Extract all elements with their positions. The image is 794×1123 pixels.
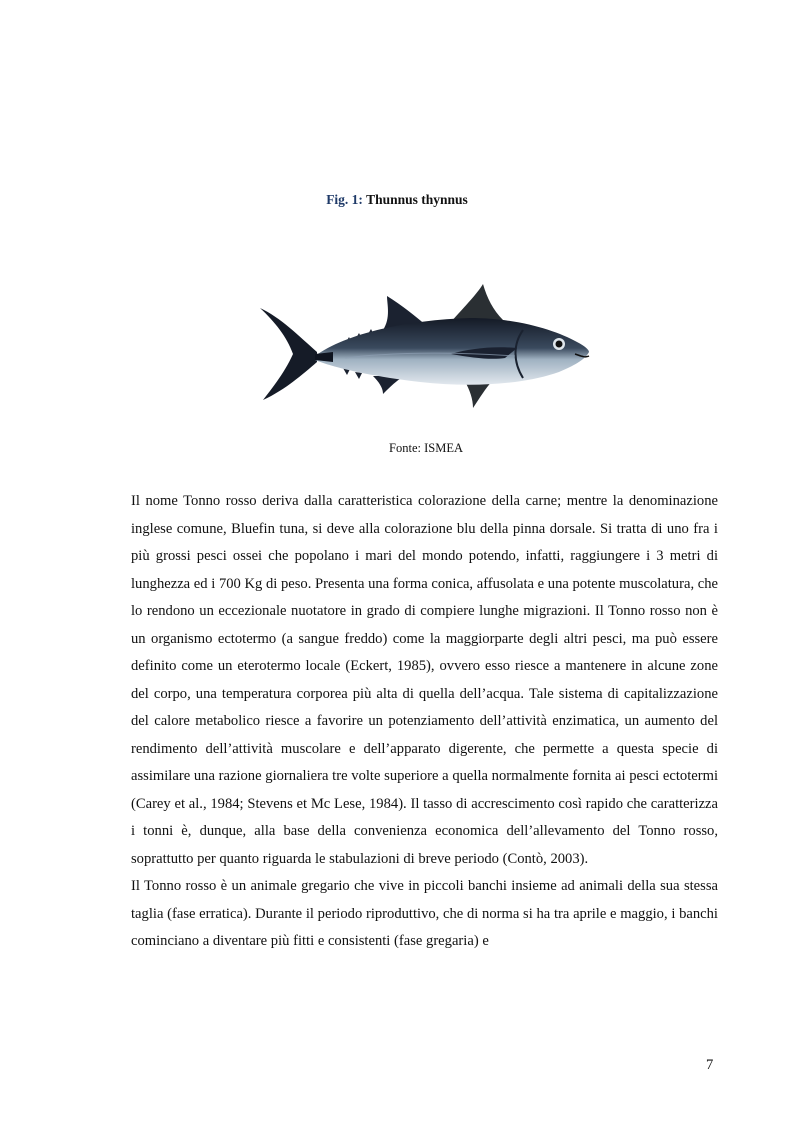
body-text <box>131 488 718 956</box>
figure-number: Fig. 1: <box>326 192 363 207</box>
paragraph: Il Tonno rosso è un animale gregario che vive in piccoli banchi insieme ad animali della sua stessa taglia (fase erratica). Durante il periodo riproduttivo, che di norma si ha tra aprile e maggio, i banchi cominciano a diventare più fitti e consistenti (fase gregaria) e <box>131 878 718 949</box>
tuna-illustration <box>255 282 595 412</box>
page-number: 7 <box>706 1057 714 1073</box>
paragraph: Il nome Tonno rosso deriva dalla caratteristica colorazione della carne; mentre la denominazione inglese comune, Bluefin tuna, si deve alla colorazione blu della pinna dorsale. Si tratta di uno fra i più grossi pesci ossei che popolano i mari del mondo potendo, infatti, raggiungere i 3 metri di lunghezza ed i 700 Kg di peso. Presenta una forma conica, affusolata e una potente muscolatura, che lo rendono un eccezionale nuotatore in grado di compiere lunghe migrazioni. Il Tonno rosso non è un organismo ectotermo (a sangue freddo) come la maggiorparte degli altri pesci, ma può essere definito come un eterotermo locale (Eckert, 1985), ovvero esso riesce a mantenere in alcune zone del corpo, una temperatura corporea più alta di quella dell’acqua. Tale sistema di capitalizzazione del calore metabolico riesce a favorire un potenziamento dell’attività enzimatica, un aumento del rendimento dell’attività muscolare e dell’apparato digerente, che permette a questa specie di assimilare una razione giornaliera tre volte superiore a quella normalmente fornita ai pesci ectotermi (Carey et al., 1984; Stevens et Mc Lese, 1984). Il tasso di accrescimento così rapido che caratterizza i tonni è, dunque, alla base della convenienza economica dell’allevamento del Tonno rosso, soprattutto per quanto riguarda le stabulazioni di breve periodo (Contò, 2003). <box>131 493 718 867</box>
figure-title: Thunnus thynnus <box>366 192 468 207</box>
figure-source: Fonte: ISMEA <box>389 441 463 455</box>
figure-caption <box>0 192 794 208</box>
